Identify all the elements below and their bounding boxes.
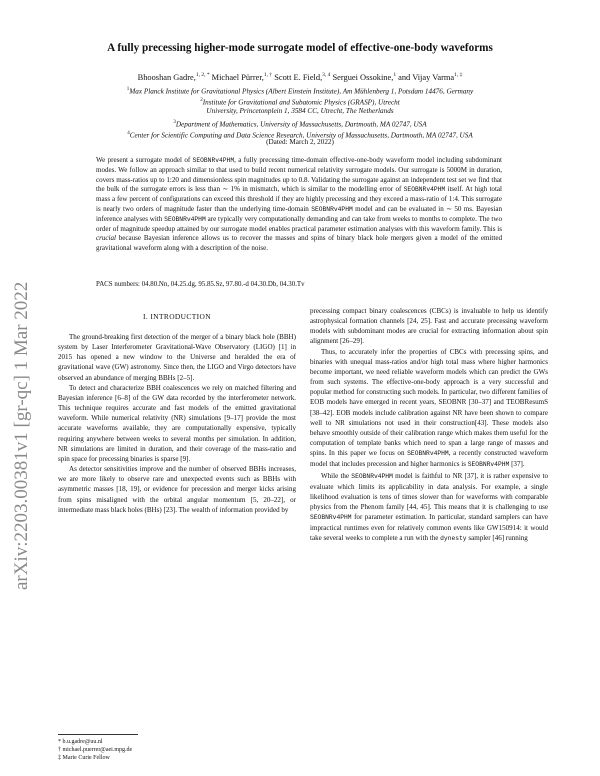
paper-title: A fully precessing higher-mode surrogate model of effective-one-body waveforms (107, 42, 493, 54)
author-affil: 3, 4 (322, 72, 331, 78)
abstract: We present a surrogate model of SEOBNRv4PHM, a fully precessing time-domain effective-one-body waveform model including subdominant modes. We follow an approach similar to that used to build recent numerical relativity surrogate models. Our surrogate is 5000M in duration, covers mass-ratios up to 1:20 and dimensionless spin magnitudes up to 0.8. Validating the surrogate against an independent test set we find that the bulk of the surrogate errors is less than ∼ 1% in mismatch, which is similar to the modelling error of SEOBNRv4PHM itself. At high total mass a few percent of configurations can exceed this threshold if they are highly precessing and they exceed a mass-ratio of 1:4. This surrogate is nearly two orders of magnitude faster than the underlying time-domain SEOBNRv4PHM model and can be evaluated in ∼ 50 ms. Bayesian inference analyses with SEOBNRv4PHM are typically very computationally demanding and can take from weeks to months to complete. The two order of magnitude speedup attained by our surrogate model enables practical parameter estimation analyses with this waveform family. This is crucial because Bayesian inference allows us to recover the masses and spins of binary black hole mergers given a model of the emitted gravitational waveform along with a description of the noise. (96, 156, 502, 253)
footnote: * b.u.gadre@uu.nl (58, 739, 103, 745)
author: Bhooshan Gadre, (137, 72, 196, 82)
affil-text: Department of Mathematics, University of Massachusetts, Dartmouth, MA 02747, USA (175, 120, 427, 129)
arxiv-id: arXiv:2203.00381v1 [gr-qc] 1 Mar 2022 (11, 281, 32, 590)
paragraph: To detect and characterize BBH coalescences we rely on matched filtering and Bayesian inference [6–8] of the GW data recorded by the interferometer network. This technique requires accurate and fast models of the emitted gravitational waveform. While numerical relativity (NR) simulations [9–17] provide the most accurate waveforms available, they are computationally expensive, typically requiring anywhere between weeks to several months per simulation. In addition, NR simulations are limited in duration, and their coverage of the mass-ratio and spin space for precessing binaries is sparse [9]. (58, 383, 296, 463)
author: Scott E. Field, (272, 72, 323, 82)
affil-number: 2 (200, 98, 203, 103)
paragraph: Thus, to accurately infer the properties of CBCs with precessing spins, and binaries with unequal mass-ratios and/or high total mass where higher harmonics become important, we need reliable waveform models which can predict the GWs from such systems. The effective-one-body approach is a very successful and popular method for constructing such models. In particular, two different families of EOB models have emerged in recent years, SEOBNR [30–37] and TEOBResumS [38–42]. EOB models include calibration against NR have been shown to compare well to NR simulations not used in their construction[43]. These models also behave smoothly outside of their calibration range which makes them useful for the computation of template banks which need to span a large range of masses and spins. In this paper we focus on SEOBNRv4PHM, a recently constructed waveform model that includes precession and higher harmonics is SEOBNRv4PHM [37]. (310, 347, 549, 469)
paragraph: The ground-breaking first detection of the merger of a binary black hole (BBH) system by Laser Interferometer Gravitational-Wave Observatory (LIGO) [1] in 2015 has opened a new window to the Universe and heralded the era of gravitational wave (GW) astronomy. Since then, the LIGO and Virgo detectors have observed an abundance of merging BBHs [2–5]. (58, 333, 296, 382)
model-name: SEOBNRv4PHM (310, 514, 352, 522)
right-column (310, 306, 548, 545)
model-name: SEOBNRv4PHM (192, 157, 235, 164)
footnote: ‡ Marie Curie Fellow (58, 755, 110, 761)
affil-text: Max Planck Institute for Gravitational Physics (Albert Einstein Institute), Am Mühlenberg 1, Potsdam 14476, Germany (129, 87, 474, 96)
model-name: SEOBNRv4PHM (407, 450, 449, 458)
affil-text: Center for Scientific Computing and Data Science Research, University of Massachusetts, Dartmouth, MA 02747, USA (129, 131, 473, 140)
affil-number: 1 (126, 87, 130, 92)
paragraph: precessing compact binary coalescences (CBCs) is invaluable to help us identify astrophysical formation channels [24, 25]. Fast and accurate precessing waveform models with subdominant modes are crucial for extracting information about spin alignment [26–29]. (310, 307, 548, 346)
author: and Vijay Varma (396, 72, 455, 82)
model-name: SEOBNRv4PHM (467, 461, 510, 469)
author-affil: 1, ‡ (454, 72, 463, 78)
model-name: SEOBNRv4PHM (311, 205, 353, 213)
affil-text: Institute for Gravitational and Subatomic Physics (GRASP), Utrecht (202, 98, 400, 107)
footnote: † michael.puerrer@aei.mpg.de (58, 747, 133, 753)
left-column (58, 332, 296, 515)
affil-text: University, Princetonplein 1, 3584 CC, Utrecht, The Netherlands (206, 107, 394, 115)
footnotes (58, 738, 296, 762)
author-affil: 1, 2, * (195, 72, 210, 78)
author: Serguei Ossokine, (330, 72, 394, 82)
section-heading: I. INTRODUCTION (143, 312, 211, 321)
date-line: (Dated: March 2, 2022) (266, 138, 334, 146)
affil-number: 4 (127, 131, 130, 136)
author-affil: 1 (393, 72, 397, 78)
affiliation-2-cont (30, 107, 570, 117)
paragraph: While the SEOBNRv4PHM model is faithful to NR [37], it is rather expensive to evaluate which limits its applicability in data analysis. For example, a single likelihood evaluation is tens of times slower than for waveforms with comparable physics from the Phenom family [44, 45]. This means that it is challenging to use SEOBNRv4PHM for parameter estimation. In particular, standard samplers can have impractical runtimes even for relatively common events like GW150914: it would take several weeks to complete a run with the dynesty sampler [46] running (310, 471, 548, 543)
author: Michael Pürrer, (209, 72, 264, 82)
affil-number: 3 (173, 120, 176, 125)
model-name: SEOBNRv4PHM (164, 215, 206, 223)
author-list (60, 72, 540, 82)
footnote-rule (58, 734, 138, 735)
author-affil: 1, † (263, 72, 273, 78)
arxiv-stamp (6, 206, 34, 592)
emphasis: crucial (96, 234, 116, 243)
paragraph: As detector sensitivities improve and the number of observed BBHs increases, we are more likely to observe rare and unexpected events such as BBHs with asymmetric masses [18, 19], or evidence for precession and merger kicks arising from spins misaligned with the orbital angular momentum [5, 20–22], or intermediate mass black holes (BHs) [23]. The wealth of information provided by (58, 465, 296, 514)
model-name: SEOBNRv4PHM (403, 186, 446, 194)
model-name: SEOBNRv4PHM (351, 472, 393, 480)
code-name: dynesty (440, 535, 467, 543)
pacs-numbers: PACS numbers: 04.80.Nn, 04.25.dg, 95.85.Sz, 97.80.-d 04.30.Db, 04.30.Tv (96, 281, 305, 288)
